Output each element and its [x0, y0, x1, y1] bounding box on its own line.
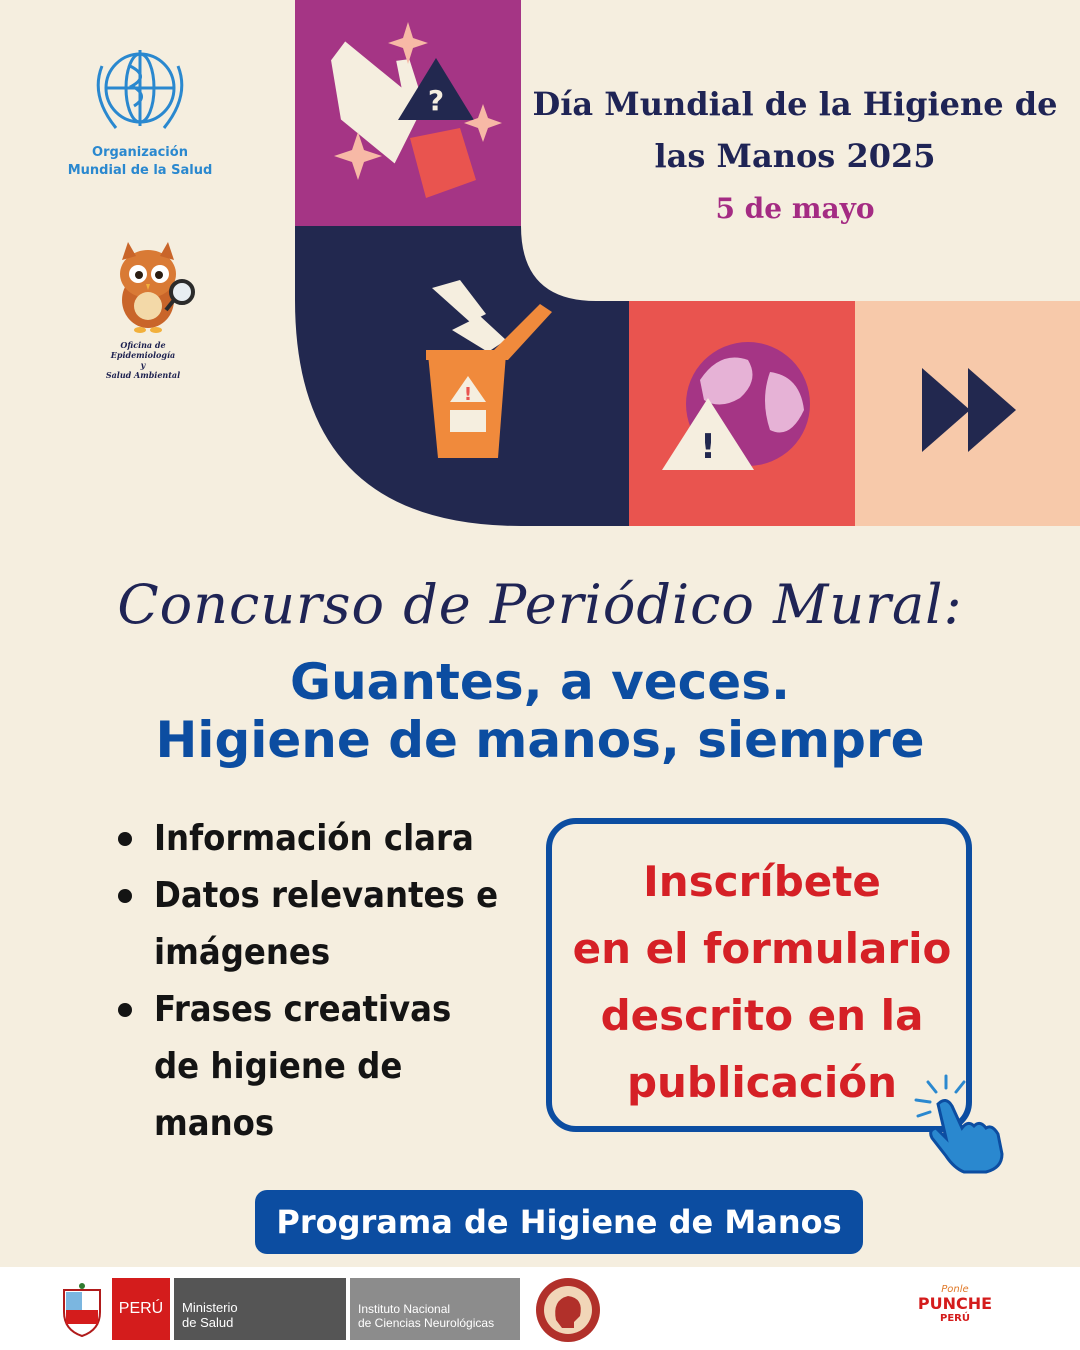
criteria-list: [118, 810, 538, 1152]
signup-line1: Inscríbete: [643, 857, 881, 906]
list-item-text: imágenes: [154, 932, 331, 973]
svg-text:?: ?: [427, 84, 445, 117]
signup-line3: descrito en la: [600, 991, 924, 1040]
incn-line2: de Ciencias Neurológicas: [358, 1316, 495, 1330]
punche-line3: PERÚ: [940, 1313, 970, 1324]
list-item-text: Datos relevantes e: [154, 875, 499, 916]
minsa-line2: de Salud: [182, 1315, 234, 1330]
ponle-punche-logo: [912, 1284, 998, 1334]
list-item-text: de higiene de: [154, 1046, 403, 1087]
who-name-line1: Organización: [92, 145, 188, 160]
signup-line4: publicación: [626, 1058, 898, 1107]
incn-seal-icon: [534, 1276, 602, 1344]
punche-line2: PUNCHE: [917, 1294, 993, 1313]
peru-label: PERÚ: [112, 1278, 170, 1340]
punche-line1: Ponle: [941, 1284, 969, 1295]
signup-line2: en el formulario: [572, 924, 952, 973]
list-item-text: Frases creativas: [154, 989, 452, 1030]
event-date: 5 de mayo: [715, 192, 875, 225]
event-title-line1: Día Mundial de la Higiene de: [532, 85, 1058, 123]
svg-text:!: !: [463, 384, 473, 405]
list-item-text: Información clara: [154, 818, 474, 859]
peru-shield-icon: [58, 1282, 106, 1338]
list-item: [118, 981, 538, 1152]
contest-heading: Concurso de Periódico Mural:: [117, 573, 963, 636]
slogan-line1: Guantes, a veces.: [290, 653, 790, 711]
incn-label: [350, 1278, 520, 1340]
who-name-line2: Mundial de la Salud: [67, 163, 213, 178]
office-name-line1: Oficina de Epidemiología: [110, 340, 176, 360]
pointer-hand-icon: [906, 1068, 1010, 1176]
program-label: Programa de Higiene de Manos: [255, 1190, 863, 1254]
list-item: [118, 810, 538, 867]
office-name-line2: y: [140, 360, 146, 370]
event-title-line2: las Manos 2025: [654, 137, 936, 175]
incn-line1: Instituto Nacional: [358, 1302, 451, 1316]
svg-text:!: !: [700, 427, 716, 467]
list-item: [118, 867, 538, 981]
minsa-line1: Ministerio: [182, 1300, 238, 1315]
office-name-line3: Salud Ambiental: [105, 370, 181, 380]
minsa-label: [174, 1278, 346, 1340]
event-title: [530, 78, 1060, 182]
list-item-text: manos: [154, 1103, 275, 1144]
slogan-line2: Higiene de manos, siempre: [155, 711, 925, 769]
